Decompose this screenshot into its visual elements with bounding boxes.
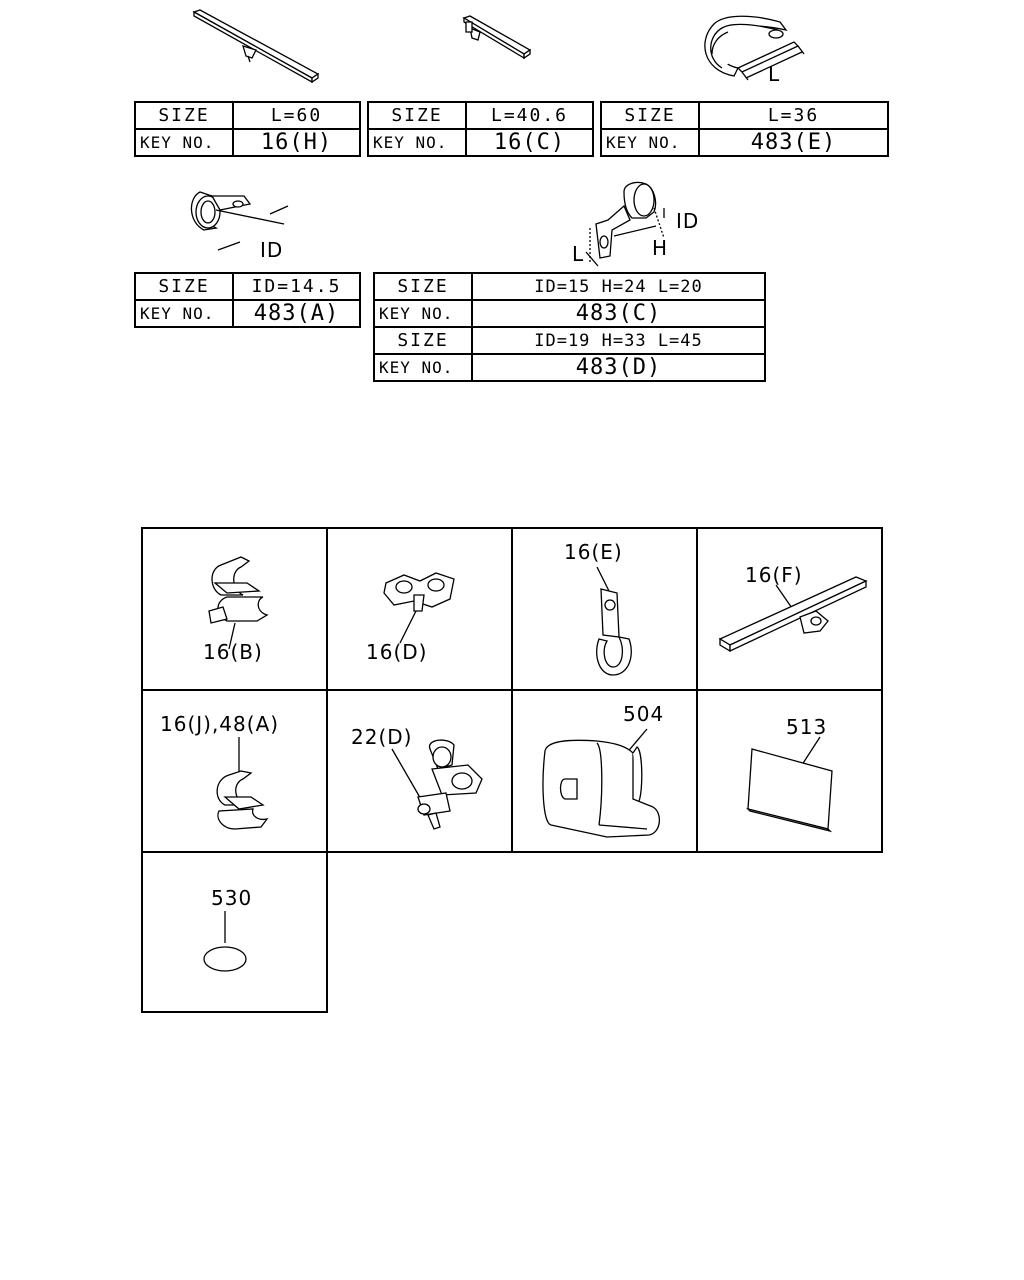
angled-clamp-illustration [584, 178, 684, 268]
key-label: KEY NO. [135, 129, 233, 156]
c-clip-illustration [201, 553, 273, 649]
part-key-label: 22(D) [351, 725, 413, 749]
dimension-label-h: H [652, 236, 669, 260]
key-value: 483(A) [233, 300, 360, 327]
size-label: SIZE [374, 327, 472, 354]
size-label: SIZE [601, 102, 699, 129]
long-strip-clip-illustration [188, 4, 323, 84]
key-label: KEY NO. [374, 354, 472, 381]
short-strip-clip-illustration [458, 14, 534, 64]
key-label: KEY NO. [374, 300, 472, 327]
part-cell-22d [326, 689, 513, 853]
dimension-label-id-2: ID [676, 209, 700, 233]
size-label: SIZE [368, 102, 466, 129]
part-cell-530 [141, 851, 328, 1013]
key-label: KEY NO. [135, 300, 233, 327]
dual-holder-clip-illustration [378, 735, 498, 835]
dimension-label-l: L [768, 62, 781, 86]
key-value: 16(H) [233, 129, 360, 156]
key-value: 483(C) [472, 300, 765, 327]
band-clip-illustration [694, 10, 809, 90]
spec-table-483e [600, 101, 889, 157]
c-clip-small-illustration [205, 735, 275, 831]
part-key-label: 16(E) [564, 540, 623, 564]
rubber-cover-illustration [537, 725, 697, 845]
part-cell-16j-48a [141, 689, 328, 853]
size-value: L=36 [699, 102, 888, 129]
part-key-label: 16(D) [366, 640, 428, 664]
pad-sheet-illustration [742, 735, 842, 835]
part-key-label: 530 [211, 886, 253, 910]
size-label: SIZE [135, 102, 233, 129]
size-value: ID=14.5 [233, 273, 360, 300]
size-value: ID=15 H=24 L=20 [472, 273, 765, 300]
key-value: 483(D) [472, 354, 765, 381]
dimension-label-id: ID [260, 238, 284, 262]
key-value: 483(E) [699, 129, 888, 156]
part-key-label: 16(J),48(A) [160, 712, 280, 736]
key-label: KEY NO. [368, 129, 466, 156]
part-cell-504 [511, 689, 698, 853]
part-key-label: 16(F) [745, 563, 803, 587]
long-bracket-clip-illustration [716, 563, 876, 657]
key-value: 16(C) [466, 129, 593, 156]
spec-table-16h [134, 101, 361, 157]
key-label: KEY NO. [601, 129, 699, 156]
double-clip-illustration [380, 567, 460, 647]
part-cell-16b [141, 527, 328, 691]
part-cell-16e [511, 527, 698, 691]
part-key-label: 16(B) [203, 640, 263, 664]
size-value: L=60 [233, 102, 360, 129]
part-cell-16f [696, 527, 883, 691]
size-label: SIZE [374, 273, 472, 300]
spec-table-483a [134, 272, 361, 328]
spec-table-16c [367, 101, 594, 157]
dimension-label-l-2: L [572, 242, 585, 266]
spec-table-483c-483d [373, 272, 766, 382]
size-value: L=40.6 [466, 102, 593, 129]
size-value: ID=19 H=33 L=45 [472, 327, 765, 354]
size-label: SIZE [135, 273, 233, 300]
tab-clip-illustration [573, 565, 653, 681]
part-key-label: 504 [623, 702, 665, 726]
part-key-label: 513 [786, 715, 828, 739]
part-cell-16d [326, 527, 513, 691]
oval-seal-illustration [199, 909, 251, 973]
part-cell-513 [696, 689, 883, 853]
part-grid [141, 527, 883, 1013]
